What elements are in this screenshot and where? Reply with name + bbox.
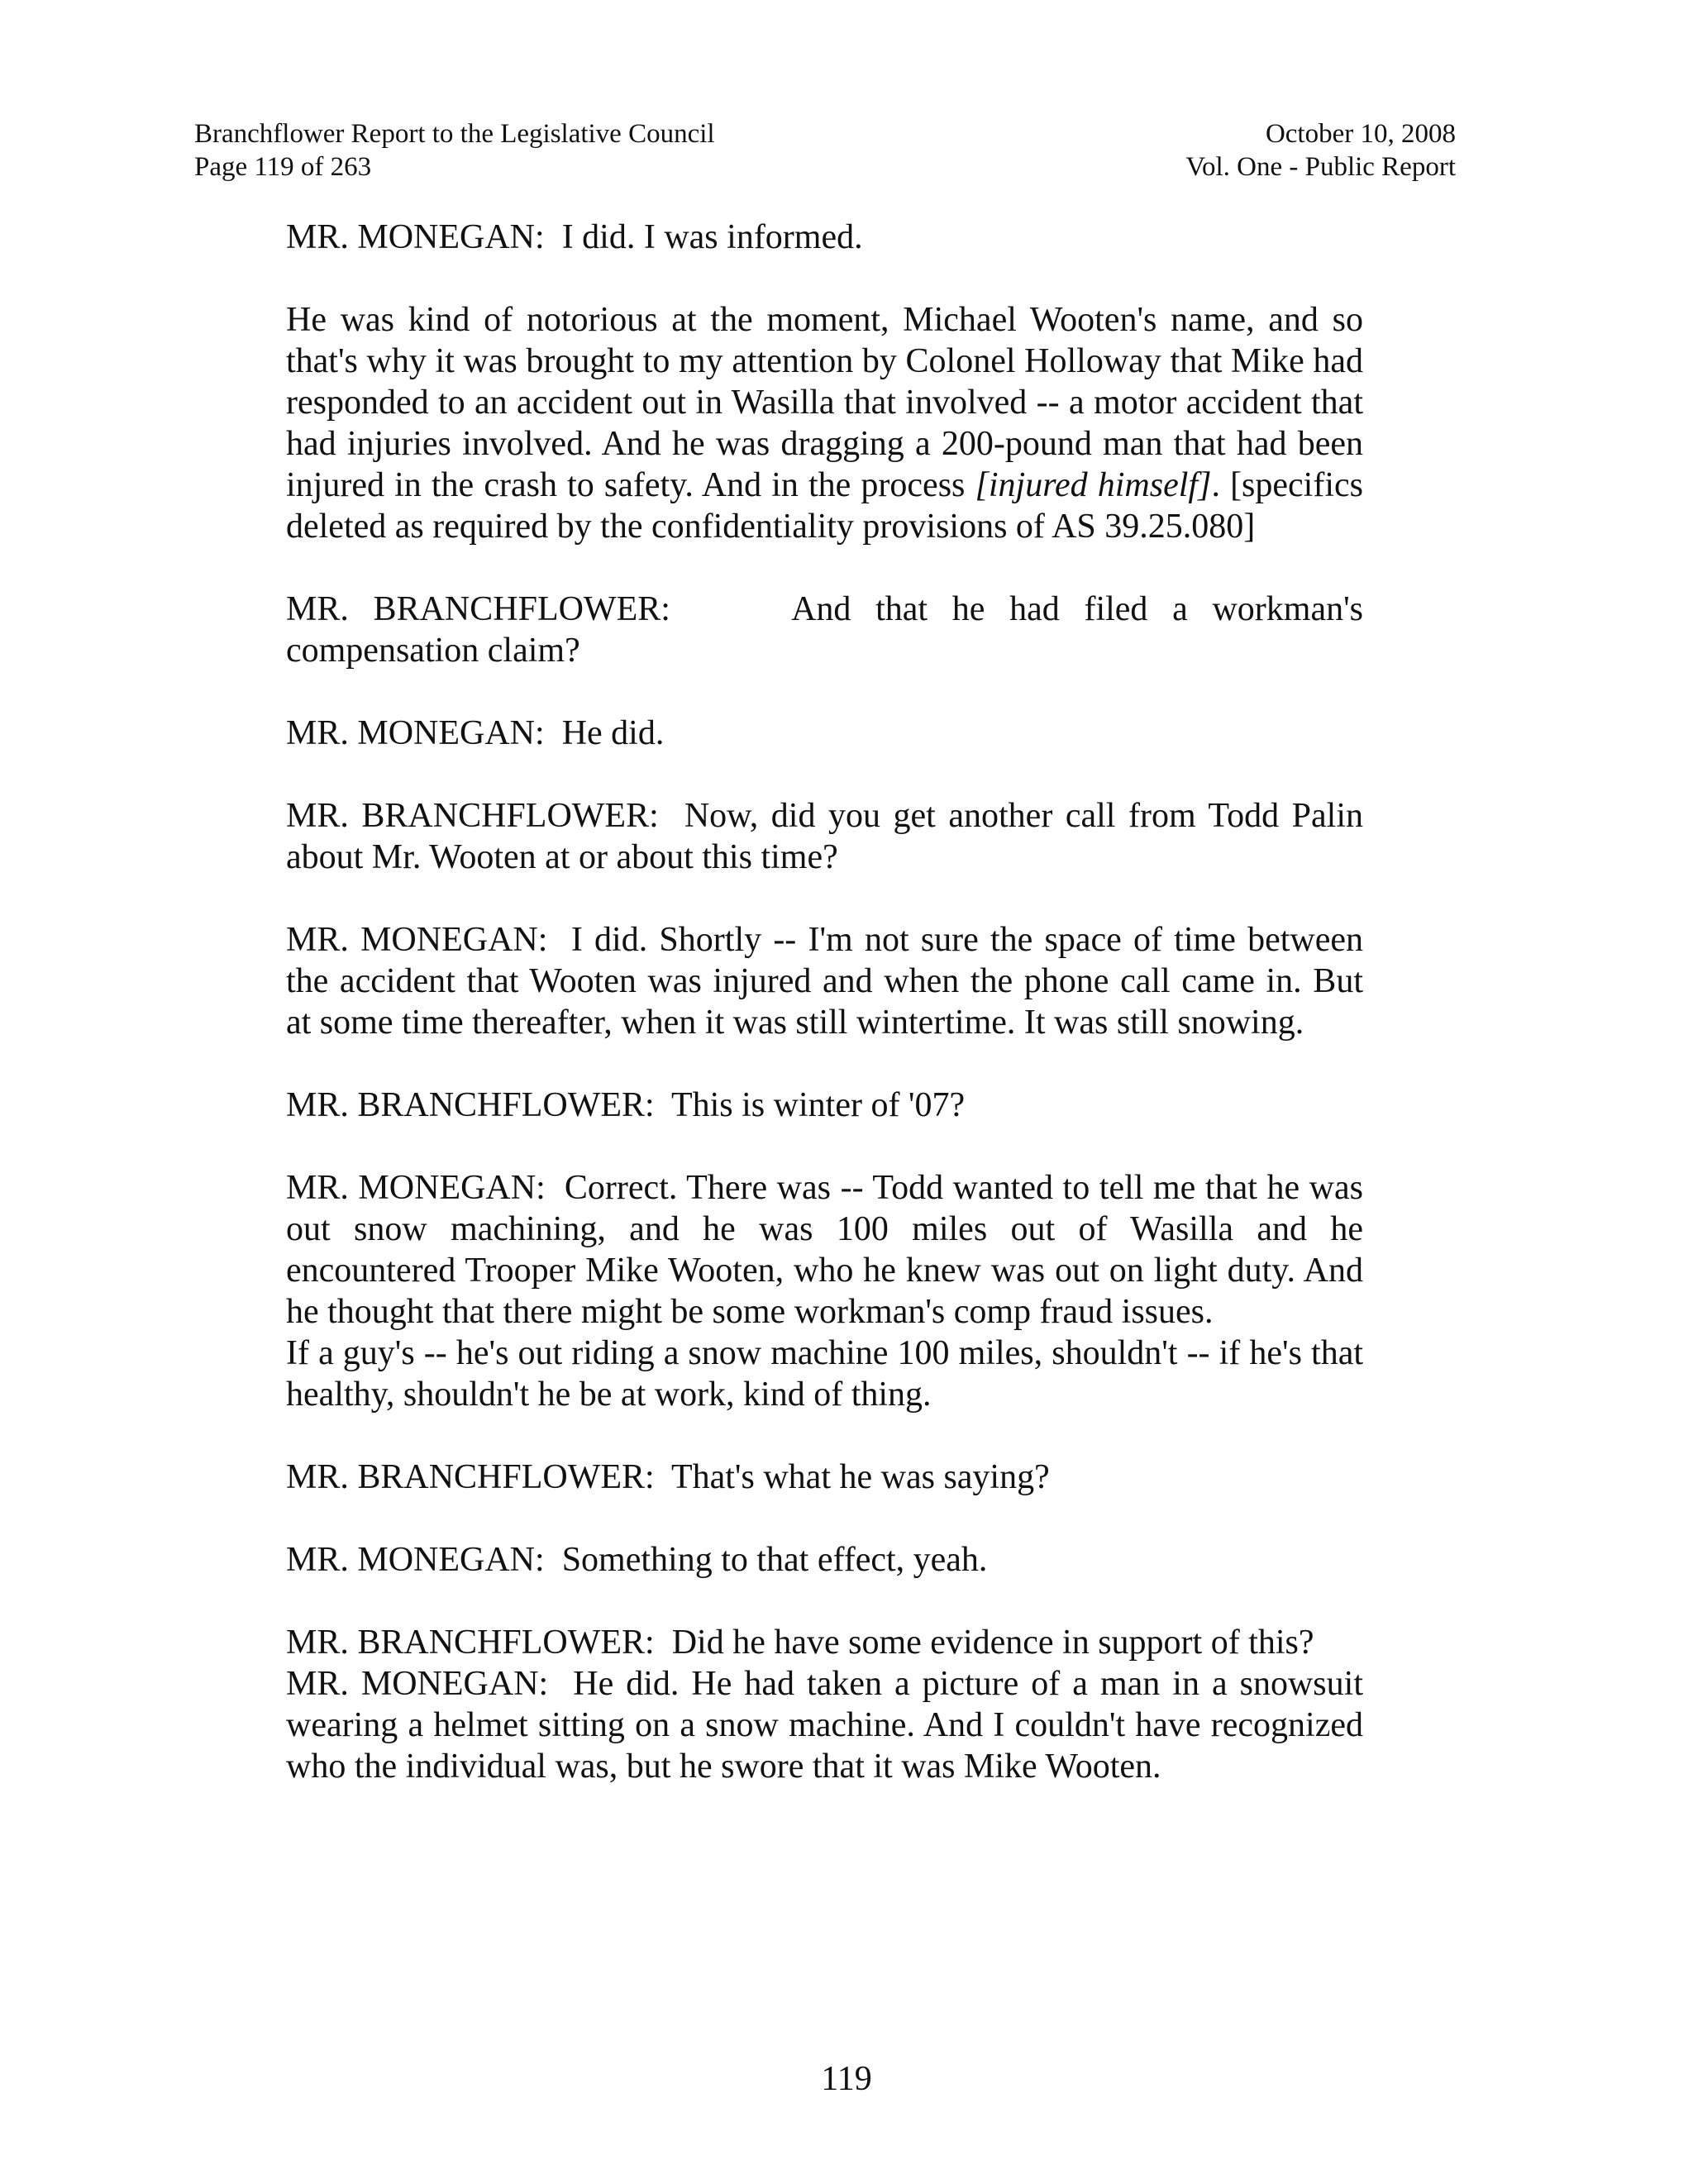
- transcript-paragraph: [286, 1457, 1363, 1498]
- transcript-paragraph: [286, 589, 1363, 671]
- transcript-paragraph: [286, 1333, 1363, 1415]
- testimony-text: He was kind of notorious at the moment, Michael Wooten's name, and so that's why it was brought to my attention by Colonel Holloway that Mike had responded to an accident out in Wasilla that involved -- a motor accident that had injuries involved. And he was dragging a 200-pound man that had been injured in the crash to safety. And in the process: [286, 301, 1363, 504]
- report-title: Branchflower Report to the Legislative Council: [194, 119, 715, 149]
- volume-label: Vol. One - Public Report: [1185, 152, 1456, 182]
- speaker-label: MR. MONEGAN:: [286, 921, 548, 959]
- speaker-label: MR. BRANCHFLOWER:: [286, 797, 659, 835]
- testimony-text: Correct. There was -- Todd wanted to tell me that he was out snow machining, and he was 100 miles out of Wasilla and he encountered Trooper Mike Wooten, who he knew was out on light duty. And he thought that there might be some workman's comp fraud issues.: [286, 1169, 1363, 1331]
- transcript-paragraph: [286, 1167, 1363, 1333]
- speaker-label: MR. BRANCHFLOWER:: [286, 1458, 655, 1496]
- speaker-label: MR. MONEGAN:: [286, 218, 545, 256]
- transcript-paragraph: [286, 1085, 1363, 1126]
- testimony-text: He did. He had taken a picture of a man in a snowsuit wearing a helmet sitting on a snow machine. And I couldn't have recognized who the individual was, but he swore that it was Mike Wooten.: [286, 1665, 1363, 1786]
- testimony-text: If a guy's -- he's out riding a snow machine 100 miles, shouldn't -- if he's that healthy, shouldn't he be at work, kind of thing.: [286, 1334, 1363, 1414]
- transcript-paragraph: [286, 1622, 1363, 1663]
- transcript-paragraph: [286, 1663, 1363, 1787]
- transcript-paragraph: [286, 919, 1363, 1043]
- testimony-text: He did.: [561, 714, 665, 752]
- testimony-text: And that he had filed a workman's compensation claim?: [286, 590, 1364, 670]
- testimony-text: Now, did you get another call from Todd Palin about Mr. Wooten at or about this time?: [286, 797, 1364, 876]
- speaker-label: MR. BRANCHFLOWER:: [286, 590, 670, 628]
- page-count: Page 119 of 263: [194, 152, 372, 182]
- testimony-text: Did he have some evidence in support of this?: [671, 1624, 1314, 1662]
- speaker-label: MR. BRANCHFLOWER:: [286, 1624, 655, 1662]
- testimony-text: This is winter of '07?: [670, 1086, 966, 1124]
- document-header-left: [194, 117, 715, 184]
- document-header-right: [1185, 117, 1456, 184]
- transcript-paragraph: [286, 713, 1363, 754]
- testimony-text: I did. I was informed.: [561, 218, 863, 256]
- report-date: October 10, 2008: [1265, 119, 1456, 149]
- testimony-text: Something to that effect, yeah.: [561, 1541, 988, 1579]
- transcript-paragraph: [286, 217, 1363, 258]
- testimony-text: I did. Shortly -- I'm not sure the space of time between the accident that Wooten was injured and when the phone call came in. But at some time thereafter, when it was still wintertime. It was still snowing.: [286, 921, 1364, 1042]
- speaker-label: MR. MONEGAN:: [286, 1169, 546, 1207]
- speaker-label: MR. MONEGAN:: [286, 1541, 545, 1579]
- transcript-paragraph: [286, 795, 1363, 878]
- transcript-paragraph: [286, 299, 1363, 547]
- transcript-body: [286, 217, 1363, 1787]
- redaction-note: [injured himself]: [975, 466, 1212, 504]
- speaker-label: MR. BRANCHFLOWER:: [286, 1086, 655, 1124]
- speaker-label: MR. MONEGAN:: [286, 1665, 549, 1703]
- page-number: 119: [821, 2060, 872, 2098]
- speaker-label: MR. MONEGAN:: [286, 714, 545, 752]
- testimony-text: That's what he was saying?: [670, 1458, 1050, 1496]
- transcript-paragraph: [286, 1539, 1363, 1581]
- testimony-text: . [specifics deleted as required by the confidentiality provisions of AS 39.25.080]: [286, 466, 1363, 546]
